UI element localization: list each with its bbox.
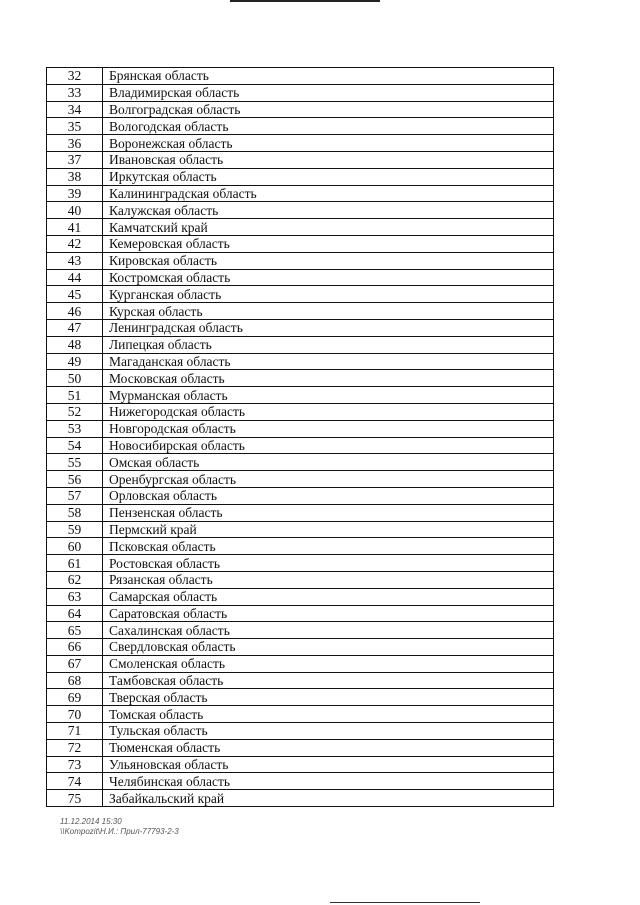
table-row	[47, 135, 554, 152]
row-number: 59	[47, 521, 103, 538]
footer-timestamp: 11.12.2014 15:30	[60, 817, 122, 826]
row-number: 72	[47, 739, 103, 756]
region-name: Тверская область	[103, 689, 554, 706]
table-row	[47, 185, 554, 202]
region-name: Новгородская область	[103, 420, 554, 437]
row-number: 42	[47, 235, 103, 252]
table-row	[47, 739, 554, 756]
table-row	[47, 655, 554, 672]
region-name: Орловская область	[103, 487, 554, 504]
region-name: Курганская область	[103, 286, 554, 303]
row-number: 32	[47, 68, 103, 85]
row-number: 70	[47, 706, 103, 723]
row-number: 64	[47, 605, 103, 622]
row-number: 40	[47, 202, 103, 219]
table-row	[47, 571, 554, 588]
footer-file-path: \\Kompozit\Н.И.: Прил-77793-2-3	[60, 827, 179, 836]
table-row	[47, 168, 554, 185]
region-name: Тюменская область	[103, 739, 554, 756]
region-name: Воронежская область	[103, 135, 554, 152]
table-row	[47, 471, 554, 488]
row-number: 36	[47, 135, 103, 152]
region-name: Томская область	[103, 706, 554, 723]
region-name: Иркутская область	[103, 168, 554, 185]
region-name: Ленинградская область	[103, 319, 554, 336]
region-name: Волгоградская область	[103, 101, 554, 118]
table-row	[47, 723, 554, 740]
regions-table	[46, 67, 554, 807]
row-number: 73	[47, 756, 103, 773]
row-number: 48	[47, 336, 103, 353]
row-number: 67	[47, 655, 103, 672]
region-name: Владимирская область	[103, 84, 554, 101]
row-number: 33	[47, 84, 103, 101]
region-name: Вологодская область	[103, 118, 554, 135]
row-number: 71	[47, 723, 103, 740]
row-number: 65	[47, 622, 103, 639]
table-row	[47, 101, 554, 118]
row-number: 51	[47, 387, 103, 404]
row-number: 63	[47, 588, 103, 605]
region-name: Пензенская область	[103, 504, 554, 521]
region-name: Челябинская область	[103, 773, 554, 790]
table-row	[47, 672, 554, 689]
region-name: Липецкая область	[103, 336, 554, 353]
row-number: 62	[47, 571, 103, 588]
row-number: 55	[47, 454, 103, 471]
row-number: 47	[47, 319, 103, 336]
table-row	[47, 387, 554, 404]
region-name: Псковская область	[103, 538, 554, 555]
region-name: Ростовская область	[103, 555, 554, 572]
table-row	[47, 303, 554, 320]
region-name: Нижегородская область	[103, 403, 554, 420]
row-number: 58	[47, 504, 103, 521]
table-row	[47, 622, 554, 639]
region-name: Мурманская область	[103, 387, 554, 404]
row-number: 41	[47, 219, 103, 236]
region-name: Свердловская область	[103, 639, 554, 656]
region-name: Тамбовская область	[103, 672, 554, 689]
page-bottom-rule	[330, 902, 480, 903]
region-name: Саратовская область	[103, 605, 554, 622]
row-number: 35	[47, 118, 103, 135]
region-name: Тульская область	[103, 723, 554, 740]
table-row	[47, 790, 554, 807]
table-row	[47, 420, 554, 437]
region-name: Пермский край	[103, 521, 554, 538]
row-number: 52	[47, 403, 103, 420]
table-row	[47, 706, 554, 723]
page-top-rule	[230, 0, 380, 2]
table-row	[47, 773, 554, 790]
region-name: Забайкальский край	[103, 790, 554, 807]
region-name: Костромская область	[103, 269, 554, 286]
table-row	[47, 403, 554, 420]
row-number: 43	[47, 252, 103, 269]
row-number: 53	[47, 420, 103, 437]
table-row	[47, 269, 554, 286]
table-row	[47, 219, 554, 236]
region-name: Омская область	[103, 454, 554, 471]
row-number: 39	[47, 185, 103, 202]
region-name: Кемеровская область	[103, 235, 554, 252]
table-row	[47, 202, 554, 219]
region-name: Смоленская область	[103, 655, 554, 672]
table-row	[47, 689, 554, 706]
row-number: 44	[47, 269, 103, 286]
row-number: 57	[47, 487, 103, 504]
row-number: 74	[47, 773, 103, 790]
region-name: Ивановская область	[103, 151, 554, 168]
region-name: Ульяновская область	[103, 756, 554, 773]
region-name: Магаданская область	[103, 353, 554, 370]
table-row	[47, 521, 554, 538]
table-row	[47, 454, 554, 471]
table-row	[47, 555, 554, 572]
region-name: Московская область	[103, 370, 554, 387]
region-name: Брянская область	[103, 68, 554, 85]
table-row	[47, 639, 554, 656]
region-name: Сахалинская область	[103, 622, 554, 639]
table-row	[47, 319, 554, 336]
region-name: Рязанская область	[103, 571, 554, 588]
row-number: 37	[47, 151, 103, 168]
table-row	[47, 588, 554, 605]
table-row	[47, 286, 554, 303]
table-row	[47, 151, 554, 168]
region-name: Кировская область	[103, 252, 554, 269]
document-footer	[60, 817, 179, 837]
row-number: 56	[47, 471, 103, 488]
row-number: 60	[47, 538, 103, 555]
table-row	[47, 336, 554, 353]
row-number: 49	[47, 353, 103, 370]
region-name: Камчатский край	[103, 219, 554, 236]
table-row	[47, 756, 554, 773]
row-number: 45	[47, 286, 103, 303]
table-row	[47, 118, 554, 135]
table-row	[47, 538, 554, 555]
row-number: 69	[47, 689, 103, 706]
row-number: 54	[47, 437, 103, 454]
regions-table-body	[47, 68, 554, 807]
region-name: Калужская область	[103, 202, 554, 219]
table-row	[47, 605, 554, 622]
table-row	[47, 487, 554, 504]
table-row	[47, 68, 554, 85]
row-number: 75	[47, 790, 103, 807]
table-row	[47, 353, 554, 370]
table-row	[47, 504, 554, 521]
region-name: Новосибирская область	[103, 437, 554, 454]
row-number: 68	[47, 672, 103, 689]
table-row	[47, 84, 554, 101]
row-number: 38	[47, 168, 103, 185]
table-row	[47, 252, 554, 269]
row-number: 46	[47, 303, 103, 320]
row-number: 61	[47, 555, 103, 572]
region-name: Курская область	[103, 303, 554, 320]
table-row	[47, 235, 554, 252]
table-row	[47, 437, 554, 454]
region-name: Оренбургская область	[103, 471, 554, 488]
row-number: 34	[47, 101, 103, 118]
row-number: 66	[47, 639, 103, 656]
row-number: 50	[47, 370, 103, 387]
table-row	[47, 370, 554, 387]
region-name: Калининградская область	[103, 185, 554, 202]
region-name: Самарская область	[103, 588, 554, 605]
